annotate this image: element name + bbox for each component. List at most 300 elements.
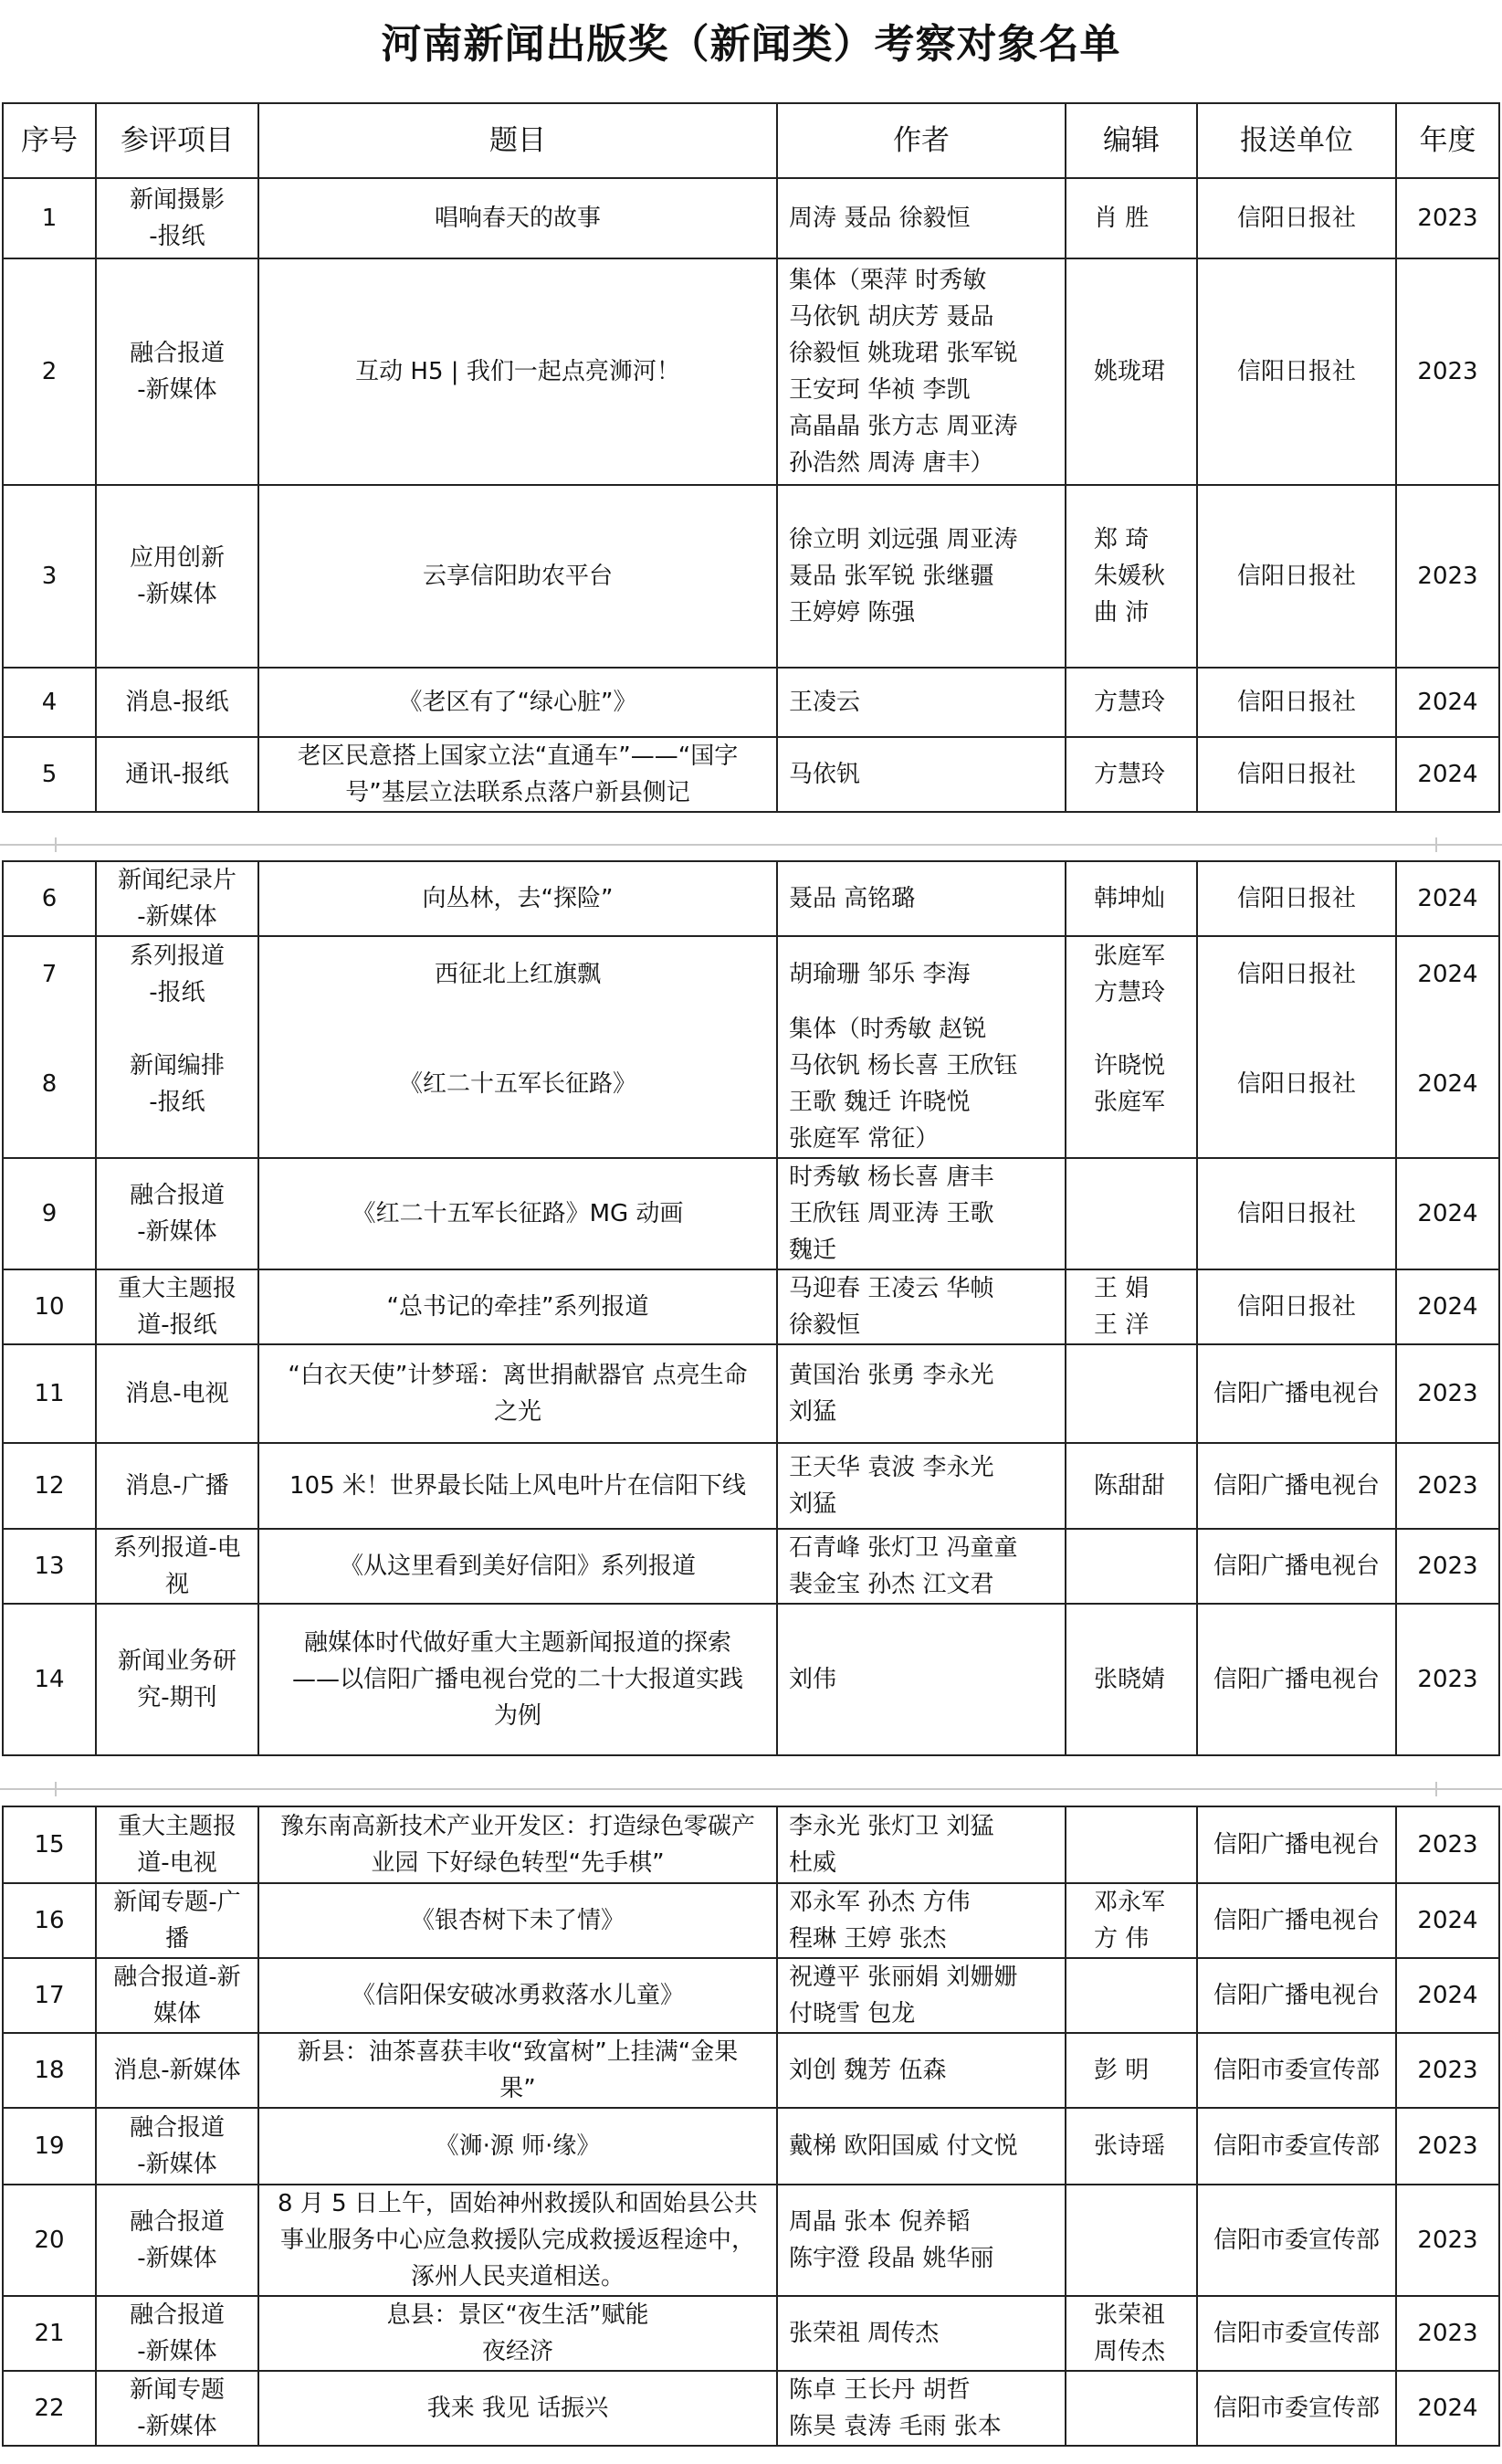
cell-no: 6 <box>3 861 96 936</box>
cell-line: 朱媛秋 <box>1094 563 1166 590</box>
cell-line: 融合报道 <box>129 1182 225 1209</box>
cell-no: 13 <box>3 1529 96 1604</box>
table-row <box>3 1011 1499 1158</box>
cell-line: 消息-广播 <box>125 1472 229 1500</box>
table-row <box>3 1883 1499 1958</box>
cell-no: 7 <box>3 936 96 1011</box>
cell-category <box>96 485 258 668</box>
cell-category <box>96 178 258 258</box>
cell-line: 邓永军 <box>1094 1889 1166 1916</box>
cell-title <box>258 1011 777 1158</box>
cell-unit: 信阳广播电视台 <box>1197 1883 1396 1958</box>
cell-editors <box>1066 668 1197 737</box>
cell-unit: 信阳广播电视台 <box>1197 1344 1396 1443</box>
table-row <box>3 668 1499 737</box>
cell-line: 新闻业务研 <box>117 1648 236 1675</box>
cell-category <box>96 2371 258 2446</box>
cell-unit: 信阳市委宣传部 <box>1197 2108 1396 2185</box>
table-row <box>3 485 1499 668</box>
cell-editors <box>1066 2296 1197 2371</box>
cell-line: -新媒体 <box>137 376 217 404</box>
table-row <box>3 1529 1499 1604</box>
cell-line: -报纸 <box>149 1089 205 1116</box>
cell-authors <box>777 178 1066 258</box>
cell-line: 云享信阳助农平台 <box>422 563 613 590</box>
cell-line: -报纸 <box>149 978 205 1006</box>
cell-authors <box>777 2033 1066 2108</box>
cell-line: 重大主题报 <box>117 1813 236 1840</box>
cell-title <box>258 737 777 812</box>
table-header-row <box>3 103 1499 178</box>
cell-line: 向丛林，去“探险” <box>422 885 614 912</box>
cell-no: 11 <box>3 1344 96 1443</box>
cell-category <box>96 668 258 737</box>
cell-category <box>96 2185 258 2296</box>
cell-line: 陈甜甜 <box>1094 1472 1166 1500</box>
cell-line: 融合报道 <box>129 2301 225 2329</box>
cell-line: 王 娟 <box>1094 1275 1150 1302</box>
cell-line: 融合报道 <box>129 340 225 367</box>
cell-line: 重大主题报 <box>117 1275 236 1302</box>
cell-line: -新媒体 <box>137 2151 217 2178</box>
cell-no: 2 <box>3 258 96 485</box>
cell-authors <box>777 861 1066 936</box>
cell-line: 方 伟 <box>1094 1925 1150 1953</box>
cell-line: 聂品 高铭璐 <box>789 885 916 912</box>
cell-category <box>96 2108 258 2185</box>
cell-authors <box>777 1158 1066 1269</box>
cell-category <box>96 1529 258 1604</box>
cell-line: 周传杰 <box>1094 2338 1166 2365</box>
cell-unit: 信阳广播电视台 <box>1197 1604 1396 1755</box>
cell-unit: 信阳日报社 <box>1197 1158 1396 1269</box>
cell-unit: 信阳日报社 <box>1197 861 1396 936</box>
cell-editors <box>1066 1269 1197 1344</box>
cell-line: 西征北上红旗飘 <box>434 960 601 988</box>
cell-line: 韩坤灿 <box>1094 885 1166 912</box>
cell-editors <box>1066 2371 1197 2446</box>
table-row <box>3 1806 1499 1883</box>
cell-line: 果” <box>499 2075 536 2102</box>
cell-no: 18 <box>3 2033 96 2108</box>
cell-no: 10 <box>3 1269 96 1344</box>
cell-line: 周涛 聂品 徐毅恒 <box>789 205 971 232</box>
cell-year: 2023 <box>1396 2296 1499 2371</box>
cell-line: 郑 琦 <box>1094 526 1150 553</box>
cell-line: 张庭军 常征） <box>789 1125 940 1153</box>
cell-line: 石青峰 张灯卫 冯童童 <box>789 1534 1018 1562</box>
cell-no: 15 <box>3 1806 96 1883</box>
cell-authors <box>777 485 1066 668</box>
cell-title <box>258 1344 777 1443</box>
cell-editors <box>1066 258 1197 485</box>
header-year: 年度 <box>1396 103 1499 178</box>
header-editors: 编辑 <box>1066 103 1197 178</box>
cell-title <box>258 1443 777 1529</box>
cell-line: -新媒体 <box>137 2245 217 2272</box>
cell-authors <box>777 1806 1066 1883</box>
cell-year: 2023 <box>1396 1443 1499 1529</box>
cell-line: 融合报道-新 <box>113 1964 241 1991</box>
cell-line: ——以信阳广播电视台党的二十大报道实践 <box>291 1666 743 1693</box>
cell-editors <box>1066 1604 1197 1755</box>
cell-line: 张庭军 <box>1094 942 1166 970</box>
cell-line: 王 洋 <box>1094 1311 1150 1339</box>
cell-line: 徐毅恒 姚珑珺 张军锐 <box>789 340 1018 367</box>
cell-authors <box>777 1011 1066 1158</box>
cell-line: 孙浩然 周涛 唐丰） <box>789 449 994 477</box>
cell-editors <box>1066 1958 1197 2033</box>
cell-line: -报纸 <box>149 223 205 250</box>
cell-editors <box>1066 2033 1197 2108</box>
cell-authors <box>777 737 1066 812</box>
cell-category <box>96 1269 258 1344</box>
cell-line: 视 <box>164 1571 189 1598</box>
cell-title <box>258 1158 777 1269</box>
cell-year: 2023 <box>1396 1604 1499 1755</box>
cell-year: 2023 <box>1396 1344 1499 1443</box>
cell-category <box>96 1958 258 2033</box>
cell-unit: 信阳日报社 <box>1197 178 1396 258</box>
cell-no: 4 <box>3 668 96 737</box>
table-row <box>3 2033 1499 2108</box>
table-row <box>3 861 1499 936</box>
cell-line: 消息-电视 <box>125 1380 229 1407</box>
header-category: 参评项目 <box>96 103 258 178</box>
cell-year: 2024 <box>1396 737 1499 812</box>
cell-no: 14 <box>3 1604 96 1755</box>
cell-line: 业园 下好绿色转型“先手棋” <box>371 1849 665 1877</box>
cell-year: 2023 <box>1396 2108 1499 2185</box>
cell-title <box>258 2185 777 2296</box>
cell-year: 2024 <box>1396 1883 1499 1958</box>
cell-unit: 信阳市委宣传部 <box>1197 2371 1396 2446</box>
table-row <box>3 1443 1499 1529</box>
cell-authors <box>777 1443 1066 1529</box>
cell-line: 之光 <box>493 1398 541 1426</box>
cell-line: 姚珑珺 <box>1094 358 1166 385</box>
cell-line: 豫东南高新技术产业开发区：打造绿色零碳产 <box>279 1813 755 1840</box>
cell-line: 马依钒 <box>789 761 861 788</box>
nominee-table-page-3 <box>2 1806 1500 2447</box>
cell-unit: 信阳日报社 <box>1197 258 1396 485</box>
cell-category <box>96 1443 258 1529</box>
cell-line: 王凌云 <box>789 689 861 716</box>
cell-line: 周晶 张本 倪养韬 <box>789 2208 971 2236</box>
nominee-table-page-2 <box>2 860 1500 1756</box>
cell-category <box>96 2296 258 2371</box>
cell-line: 刘伟 <box>789 1666 837 1693</box>
cell-line: 《红二十五军长征路》 <box>398 1070 636 1098</box>
table-row <box>3 936 1499 1011</box>
cell-line: 胡瑜珊 邹乐 李海 <box>789 960 971 988</box>
cell-year: 2024 <box>1396 668 1499 737</box>
cell-authors <box>777 668 1066 737</box>
cell-line: 为例 <box>493 1702 541 1730</box>
cell-line: 《老区有了“绿心脏”》 <box>398 689 637 716</box>
cell-unit: 信阳广播电视台 <box>1197 1529 1396 1604</box>
cell-category <box>96 258 258 485</box>
cell-line: 马迎春 王凌云 华帧 <box>789 1275 994 1302</box>
cell-line: 曲 沛 <box>1094 599 1150 627</box>
table-row <box>3 2296 1499 2371</box>
cell-line: 105 米！世界最长陆上风电叶片在信阳下线 <box>289 1472 746 1500</box>
cell-editors <box>1066 1883 1197 1958</box>
cell-line: 8 月 5 日上午，固始神州救援队和固始县公共 <box>278 2190 758 2217</box>
cell-editors <box>1066 1529 1197 1604</box>
cell-line: 程琳 王婷 张杰 <box>789 1925 947 1953</box>
cell-line: 究-期刊 <box>137 1684 217 1711</box>
cell-line: 邓永军 孙杰 方伟 <box>789 1889 971 1916</box>
cell-editors <box>1066 1806 1197 1883</box>
header-authors: 作者 <box>777 103 1066 178</box>
table-row <box>3 737 1499 812</box>
cell-no: 17 <box>3 1958 96 2033</box>
cell-authors <box>777 1529 1066 1604</box>
cell-line: 张庭军 <box>1094 1089 1166 1116</box>
cell-line: 徐立明 刘远强 周亚涛 <box>789 526 1018 553</box>
cell-line: 陈昊 袁涛 毛雨 张本 <box>789 2413 1002 2440</box>
cell-authors <box>777 258 1066 485</box>
cell-line: 新闻纪录片 <box>117 867 236 894</box>
cell-line: 方慧玲 <box>1094 978 1166 1006</box>
cell-category <box>96 1604 258 1755</box>
cell-line: 《红二十五军长征路》MG 动画 <box>352 1200 684 1227</box>
cell-unit: 信阳日报社 <box>1197 1269 1396 1344</box>
cell-no: 12 <box>3 1443 96 1529</box>
cell-line: 我来 我见 话振兴 <box>426 2395 609 2422</box>
cell-category <box>96 861 258 936</box>
table-row <box>3 1344 1499 1443</box>
cell-year: 2024 <box>1396 2371 1499 2446</box>
cell-line: 号”基层立法联系点落户新县侧记 <box>345 779 690 806</box>
cell-authors <box>777 1344 1066 1443</box>
cell-unit: 信阳日报社 <box>1197 485 1396 668</box>
cell-year: 2024 <box>1396 1011 1499 1158</box>
table-row <box>3 2371 1499 2446</box>
cell-line: 融合报道 <box>129 2208 225 2236</box>
cell-editors <box>1066 737 1197 812</box>
cell-editors <box>1066 178 1197 258</box>
cell-title <box>258 1883 777 1958</box>
cell-no: 1 <box>3 178 96 258</box>
cell-title <box>258 1806 777 1883</box>
cell-title <box>258 1604 777 1755</box>
cell-year: 2023 <box>1396 1529 1499 1604</box>
cell-category <box>96 1806 258 1883</box>
cell-editors <box>1066 2185 1197 2296</box>
cell-line: “白衣天使”计梦瑶：离世捐献器官 点亮生命 <box>288 1362 748 1389</box>
cell-line: 方慧玲 <box>1094 761 1166 788</box>
cell-line: 媒体 <box>152 2000 201 2027</box>
cell-editors <box>1066 485 1197 668</box>
cell-line: 刘创 魏芳 伍森 <box>789 2057 947 2084</box>
cell-line: 彭 明 <box>1094 2057 1150 2084</box>
cell-line: 王安珂 华祯 李凯 <box>789 376 971 404</box>
cell-line: 祝遵平 张丽娟 刘姗姗 <box>789 1964 1018 1991</box>
header-title: 题目 <box>258 103 777 178</box>
cell-line: 王歌 魏迁 许晓悦 <box>789 1089 971 1116</box>
cell-line: 王天华 袁波 李永光 <box>789 1454 994 1481</box>
table-row <box>3 1958 1499 2033</box>
cell-authors <box>777 936 1066 1011</box>
cell-unit: 信阳日报社 <box>1197 668 1396 737</box>
cell-title <box>258 485 777 668</box>
cell-no: 8 <box>3 1011 96 1158</box>
cell-unit: 信阳日报社 <box>1197 1011 1396 1158</box>
nominee-table-page-1 <box>2 102 1500 813</box>
cell-year: 2023 <box>1396 2185 1499 2296</box>
cell-title <box>258 2108 777 2185</box>
cell-year: 2024 <box>1396 936 1499 1011</box>
cell-no: 19 <box>3 2108 96 2185</box>
cell-line: 道-报纸 <box>137 1311 217 1339</box>
cell-line: “总书记的牵挂”系列报道 <box>386 1293 649 1321</box>
cell-no: 9 <box>3 1158 96 1269</box>
cell-year: 2023 <box>1396 2033 1499 2108</box>
cell-line: 播 <box>164 1925 189 1953</box>
cell-unit: 信阳市委宣传部 <box>1197 2033 1396 2108</box>
cell-line: 张荣祖 <box>1094 2301 1166 2329</box>
cell-line: 消息-报纸 <box>125 689 229 716</box>
cell-editors <box>1066 861 1197 936</box>
cell-title <box>258 2033 777 2108</box>
cell-line: -新媒体 <box>137 1218 217 1246</box>
cell-line: 互动 H5 | 我们一起点亮浉河！ <box>355 358 680 385</box>
cell-line: 唱响春天的故事 <box>434 205 601 232</box>
cell-title <box>258 2296 777 2371</box>
cell-line: 系列报道 <box>129 942 225 970</box>
cell-no: 21 <box>3 2296 96 2371</box>
cell-unit: 信阳市委宣传部 <box>1197 2296 1396 2371</box>
cell-unit: 信阳广播电视台 <box>1197 1806 1396 1883</box>
cell-line: 《银杏树下未了情》 <box>410 1907 625 1934</box>
cell-year: 2023 <box>1396 258 1499 485</box>
cell-line: 消息-新媒体 <box>113 2057 241 2084</box>
cell-authors <box>777 1604 1066 1755</box>
cell-line: 《从这里看到美好信阳》系列报道 <box>339 1553 696 1580</box>
cell-authors <box>777 1883 1066 1958</box>
cell-line: 新县：油茶喜获丰收“致富树”上挂满“金果 <box>297 2038 739 2066</box>
cell-line: 集体（时秀敏 赵锐 <box>789 1016 987 1043</box>
cell-line: 新闻编排 <box>129 1052 225 1079</box>
cell-line: 新闻摄影 <box>129 186 225 214</box>
cell-title <box>258 861 777 936</box>
table-row <box>3 1158 1499 1269</box>
cell-line: 涿州人民夹道相送。 <box>410 2263 625 2290</box>
page-break <box>0 837 1502 852</box>
cell-authors <box>777 2108 1066 2185</box>
cell-line: 王婷婷 陈强 <box>789 599 916 627</box>
cell-line: 新闻专题-广 <box>113 1889 241 1916</box>
cell-title <box>258 936 777 1011</box>
cell-editors <box>1066 1344 1197 1443</box>
cell-no: 3 <box>3 485 96 668</box>
cell-line: 陈宇澄 段晶 姚华丽 <box>789 2245 994 2272</box>
cell-category <box>96 1344 258 1443</box>
cell-year: 2023 <box>1396 178 1499 258</box>
cell-line: 张晓婧 <box>1094 1666 1166 1693</box>
cell-line: 集体（栗萍 时秀敏 <box>789 267 987 294</box>
cell-editors <box>1066 1158 1197 1269</box>
cell-category <box>96 1883 258 1958</box>
table-row <box>3 1269 1499 1344</box>
header-unit: 报送单位 <box>1197 103 1396 178</box>
cell-line: 张诗瑶 <box>1094 2132 1166 2160</box>
cell-line: 马依钒 胡庆芳 聂品 <box>789 303 994 331</box>
cell-line: 魏迁 <box>789 1237 837 1264</box>
cell-category <box>96 1011 258 1158</box>
cell-line: 息县：景区“夜生活”赋能 <box>386 2301 649 2329</box>
cell-title <box>258 258 777 485</box>
cell-line: 李永光 张灯卫 刘猛 <box>789 1813 994 1840</box>
cell-authors <box>777 2296 1066 2371</box>
cell-unit: 信阳日报社 <box>1197 737 1396 812</box>
cell-year: 2023 <box>1396 485 1499 668</box>
cell-editors <box>1066 2108 1197 2185</box>
cell-no: 22 <box>3 2371 96 2446</box>
cell-title <box>258 1529 777 1604</box>
cell-line: 杜威 <box>789 1849 837 1877</box>
cell-unit: 信阳广播电视台 <box>1197 1958 1396 2033</box>
cell-line: 刘猛 <box>789 1398 837 1426</box>
cell-year: 2023 <box>1396 1806 1499 1883</box>
cell-line: 时秀敏 杨长喜 唐丰 <box>789 1164 994 1191</box>
cell-line: 聂品 张军锐 张继疆 <box>789 563 994 590</box>
cell-authors <box>777 2185 1066 2296</box>
cell-line: 张荣祖 周传杰 <box>789 2320 940 2347</box>
cell-year: 2024 <box>1396 861 1499 936</box>
cell-line: 戴梯 欧阳国威 付文悦 <box>789 2132 1018 2160</box>
cell-unit: 信阳广播电视台 <box>1197 1443 1396 1529</box>
cell-year: 2024 <box>1396 1958 1499 2033</box>
cell-line: 夜经济 <box>481 2338 553 2365</box>
cell-line: -新媒体 <box>137 2338 217 2365</box>
cell-line: 融合报道 <box>129 2114 225 2142</box>
cell-editors <box>1066 936 1197 1011</box>
cell-line: 老区民意搭上国家立法“直通车”——“国字 <box>297 742 739 770</box>
cell-no: 5 <box>3 737 96 812</box>
cell-line: 通讯-报纸 <box>125 761 229 788</box>
cell-line: 王欣钰 周亚涛 王歌 <box>789 1200 994 1227</box>
cell-line: 新闻专题 <box>129 2376 225 2404</box>
table-row <box>3 258 1499 485</box>
cell-line: 裴金宝 孙杰 江文君 <box>789 1571 994 1598</box>
cell-title <box>258 668 777 737</box>
cell-line: 事业服务中心应急救援队完成救援返程途中， <box>279 2227 755 2254</box>
cell-title <box>258 1958 777 2033</box>
cell-line: 付晓雪 包龙 <box>789 2000 916 2027</box>
cell-line: 应用创新 <box>129 544 225 572</box>
cell-category <box>96 737 258 812</box>
header-no: 序号 <box>3 103 96 178</box>
cell-line: -新媒体 <box>137 903 217 931</box>
table-row <box>3 2108 1499 2185</box>
cell-year: 2024 <box>1396 1158 1499 1269</box>
cell-no: 16 <box>3 1883 96 1958</box>
table-row <box>3 1604 1499 1755</box>
cell-editors <box>1066 1443 1197 1529</box>
cell-title <box>258 1269 777 1344</box>
cell-line: 陈卓 王长丹 胡哲 <box>789 2376 971 2404</box>
cell-line: 黄国治 张勇 李永光 <box>789 1362 994 1389</box>
cell-line: -新媒体 <box>137 2413 217 2440</box>
cell-line: 系列报道-电 <box>113 1534 241 1562</box>
cell-unit: 信阳市委宣传部 <box>1197 2185 1396 2296</box>
cell-line: -新媒体 <box>137 581 217 608</box>
cell-line: 马依钒 杨长喜 王欣钰 <box>789 1052 1018 1079</box>
cell-unit: 信阳日报社 <box>1197 936 1396 1011</box>
